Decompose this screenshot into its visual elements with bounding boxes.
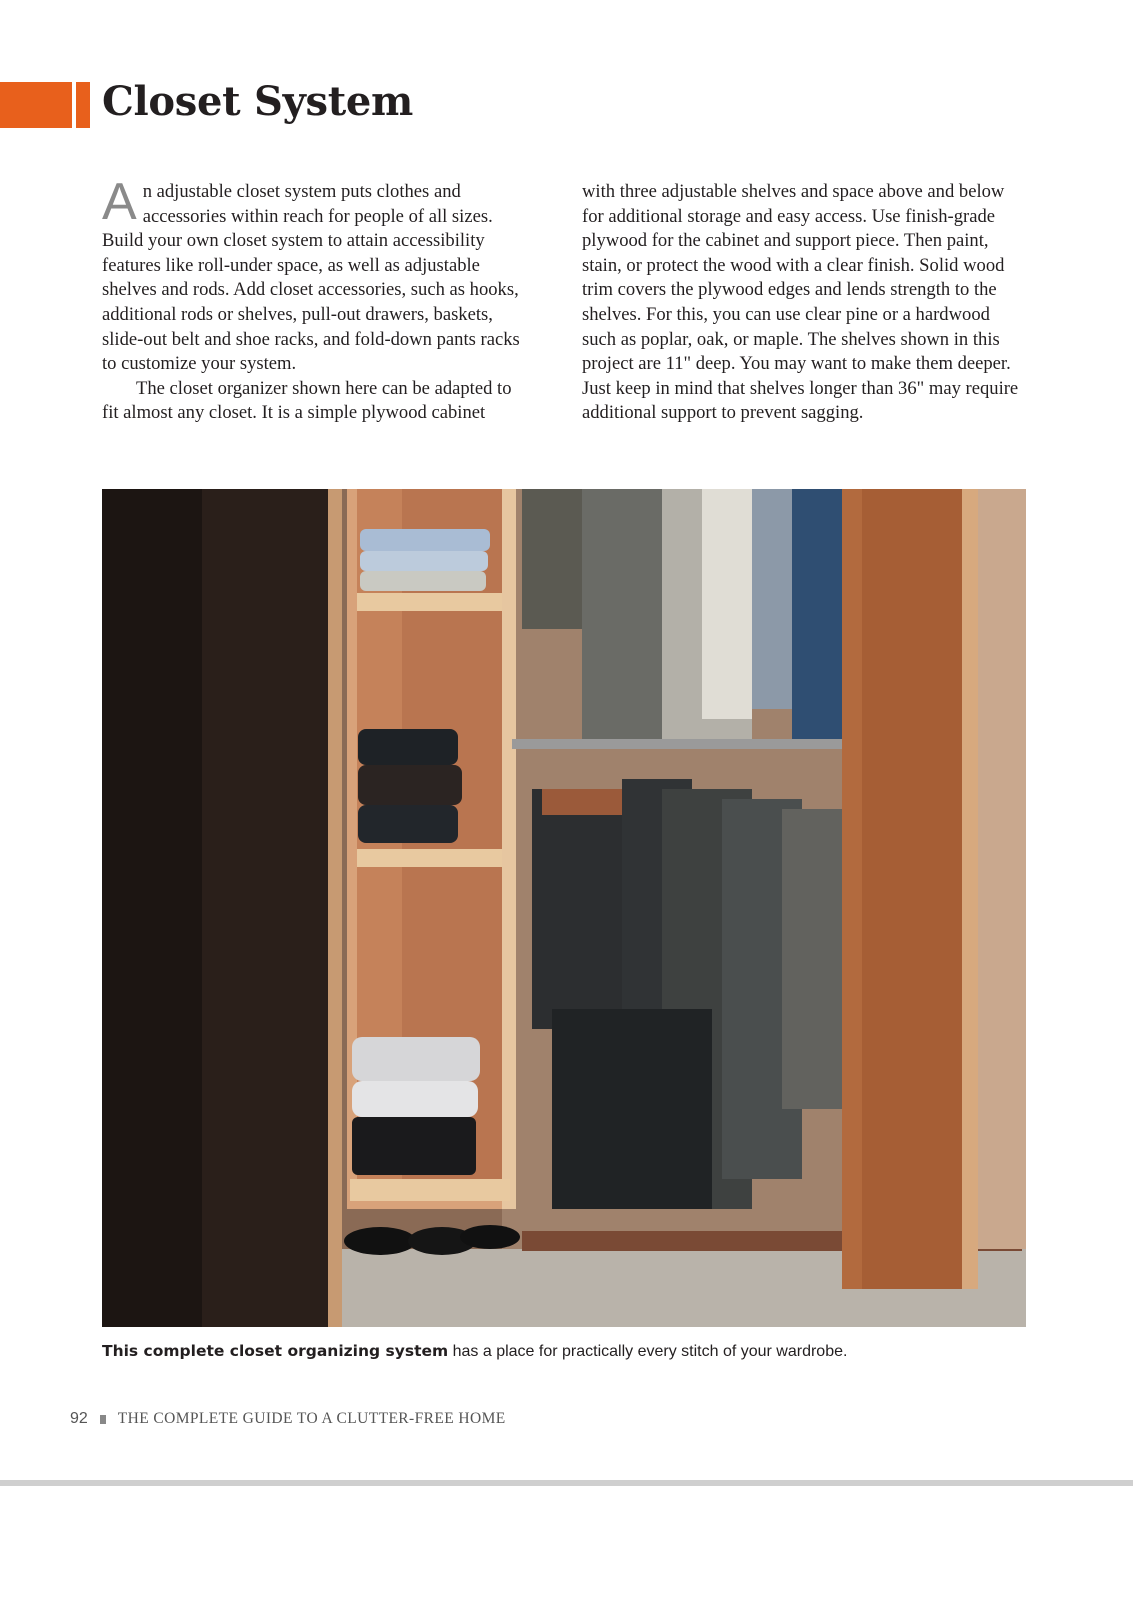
- caption-lead: This complete closet organizing system: [102, 1342, 449, 1360]
- paragraph-second: The closet organizer shown here can be adapted to fit almost any closet. It is a simple plywood cabinet: [102, 377, 512, 424]
- page-title: Closet System: [102, 78, 414, 125]
- page-footer: [70, 1410, 506, 1428]
- photo-caption: [102, 1342, 847, 1361]
- title-accent-bar-thin: [76, 82, 90, 128]
- body-column-left: [102, 173, 532, 426]
- closet-photo: [102, 489, 1026, 1327]
- closet-illustration: [102, 489, 1026, 1327]
- drop-cap: A: [102, 173, 137, 231]
- bottom-rule: [0, 1480, 1133, 1486]
- caption-text: has a place for practically every stitch of your wardrobe.: [448, 1343, 848, 1360]
- paragraph-intro: [102, 173, 532, 377]
- body-column-right: [582, 180, 1022, 426]
- footer-separator: [100, 1415, 106, 1424]
- running-title: THE COMPLETE GUIDE TO A CLUTTER-FREE HOME: [117, 1410, 506, 1427]
- paragraph-continued: with three adjustable shelves and space above and below for additional storage and easy access. Use finish-grade plywood for the cabinet and support piece. Then paint, stain, or protect the wood with a clear finish. Solid wood trim covers the plywood edges and lends strength to the shelves. For this, you can use clear pine or a hardwood such as poplar, oak, or maple. The shelves shown in this project are 11" deep. You may want to make them deeper. Just keep in mind that shelves longer than 36" may require additional support to prevent sagging.: [582, 181, 1019, 424]
- page-number: 92: [70, 1410, 88, 1427]
- title-accent-bar: [0, 82, 72, 128]
- paragraph-intro-text: n adjustable closet system puts clothes and accessories within reach for people of all sizes. Build your own closet system to attain accessibility features like roll-under space, as well as adjustable shelves and rods. Add closet accessories, such as hooks, additional rods or shelves, pull-out drawers, baskets, slide-out belt and shoe racks, and fold-down pants racks to customize your system.: [102, 181, 520, 375]
